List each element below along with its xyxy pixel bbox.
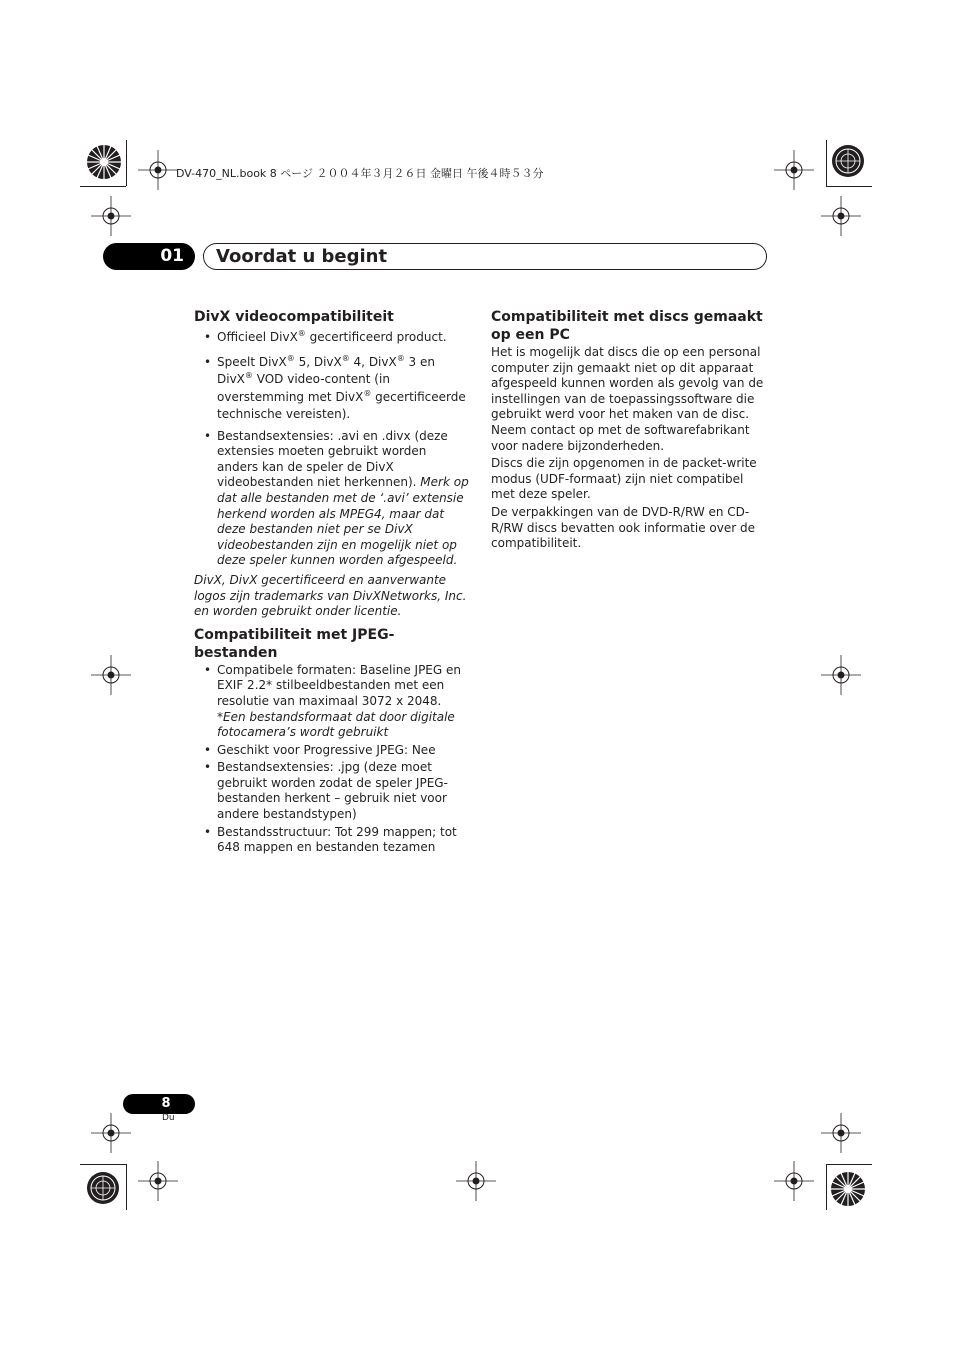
registration-mark [91,196,131,236]
paragraph: Discs die zijn opgenomen in de packet-write modus (UDF-formaat) zijn niet compatibel met deze speler. [491,456,757,502]
crop-line [80,1164,126,1165]
list-item: • Compatibele formaten: Baseline JPEG en EXIF 2.2* stilbeeldbestanden met een resolutie van maximaal 3072 x 2048. *Een bestandsformaat dat door digitale fotocamera’s wordt gebruikt [194,663,470,741]
page-language: Du [162,1113,175,1123]
chapter-title: Voordat u begint [203,243,767,270]
crop-line [826,140,827,186]
divx-list [194,330,470,569]
list-item: • Speelt DivX® 5, DivX® 4, DivX® 3 en DivX® VOD video-content (in overstemming met DivX® gecertificeerde technische vereisten). [194,354,470,424]
sunburst-mark-top-left [86,144,122,180]
divx-heading: DivX videocompatibiliteit [194,309,394,325]
pc-discs-heading: Compatibiliteit met discs gemaakt op een PC [491,309,763,343]
paragraph: De verpakkingen van de DVD-R/RW en CD-R/RW discs bevatten ook informatie over de compatibiliteit. [491,504,755,551]
page-number: 8 [123,1094,195,1114]
sunburst-mark-bottom-right [830,1171,866,1207]
list-item: • Bestandsextensies: .avi en .divx (deze extensies moeten gebruikt worden anders kan de speler de DivX videobestanden niet herkennen). Merk op dat alle bestanden met de ‘.avi’ extensie herkend worden als MPEG4, maar dat deze bestanden niet per se DivX videobestanden zijn en mogelijk niet op deze speler kunnen worden afgespeeld. [194,429,470,569]
jpeg-list [194,663,470,856]
list-item: • Bestandsextensies: .jpg (deze moet gebruikt worden zodat de speler JPEG-bestanden herkent – gebruik niet voor andere bestandstypen) [194,760,470,822]
registration-mark [456,1161,496,1201]
registration-mark [138,1161,178,1201]
chapter-number: 01 [103,243,195,270]
crop-line [826,186,872,187]
paragraph: Het is mogelijk dat discs die op een personal computer zijn gemaakt niet op dit apparaat afgespeeld kunnen worden als gevolg van de instellingen van de toepassingssoftware die gebruikt werd voor het maken van de disc. Neem contact op met de softwarefabrikant voor nadere bijzonderheden. [491,345,764,453]
divx-trademark-note: DivX, DivX gecertificeerd en aanverwante logos zijn trademarks van DivXNetworks, Inc. en worden gebruikt onder licentie. [194,572,467,619]
registration-mark [774,1161,814,1201]
file-info: DV-470_NL.book 8 ページ ２００４年３月２６日 金曜日 午後４時５３分 [176,167,544,180]
sunburst-mark-top-right [831,144,865,178]
list-item: • Officieel DivX® gecertificeerd product. [194,330,470,346]
crop-line [126,1164,127,1210]
crop-line [126,140,127,186]
jpeg-heading: Compatibiliteit met JPEG-bestanden [194,626,395,661]
registration-mark [821,1113,861,1153]
left-column [194,308,470,856]
list-item: • Geschikt voor Progressive JPEG: Nee [194,743,470,759]
crop-line [826,1164,872,1165]
registration-mark [138,150,178,190]
registration-mark [821,655,861,695]
registration-mark [774,150,814,190]
right-column [491,308,767,552]
registration-mark [91,655,131,695]
crop-line [80,186,126,187]
registration-mark [91,1113,131,1153]
registration-mark [821,196,861,236]
list-item: • Bestandsstructuur: Tot 299 mappen; tot 648 mappen en bestanden tezamen [194,825,470,856]
sunburst-mark-bottom-left [86,1171,120,1205]
crop-line [826,1164,827,1210]
